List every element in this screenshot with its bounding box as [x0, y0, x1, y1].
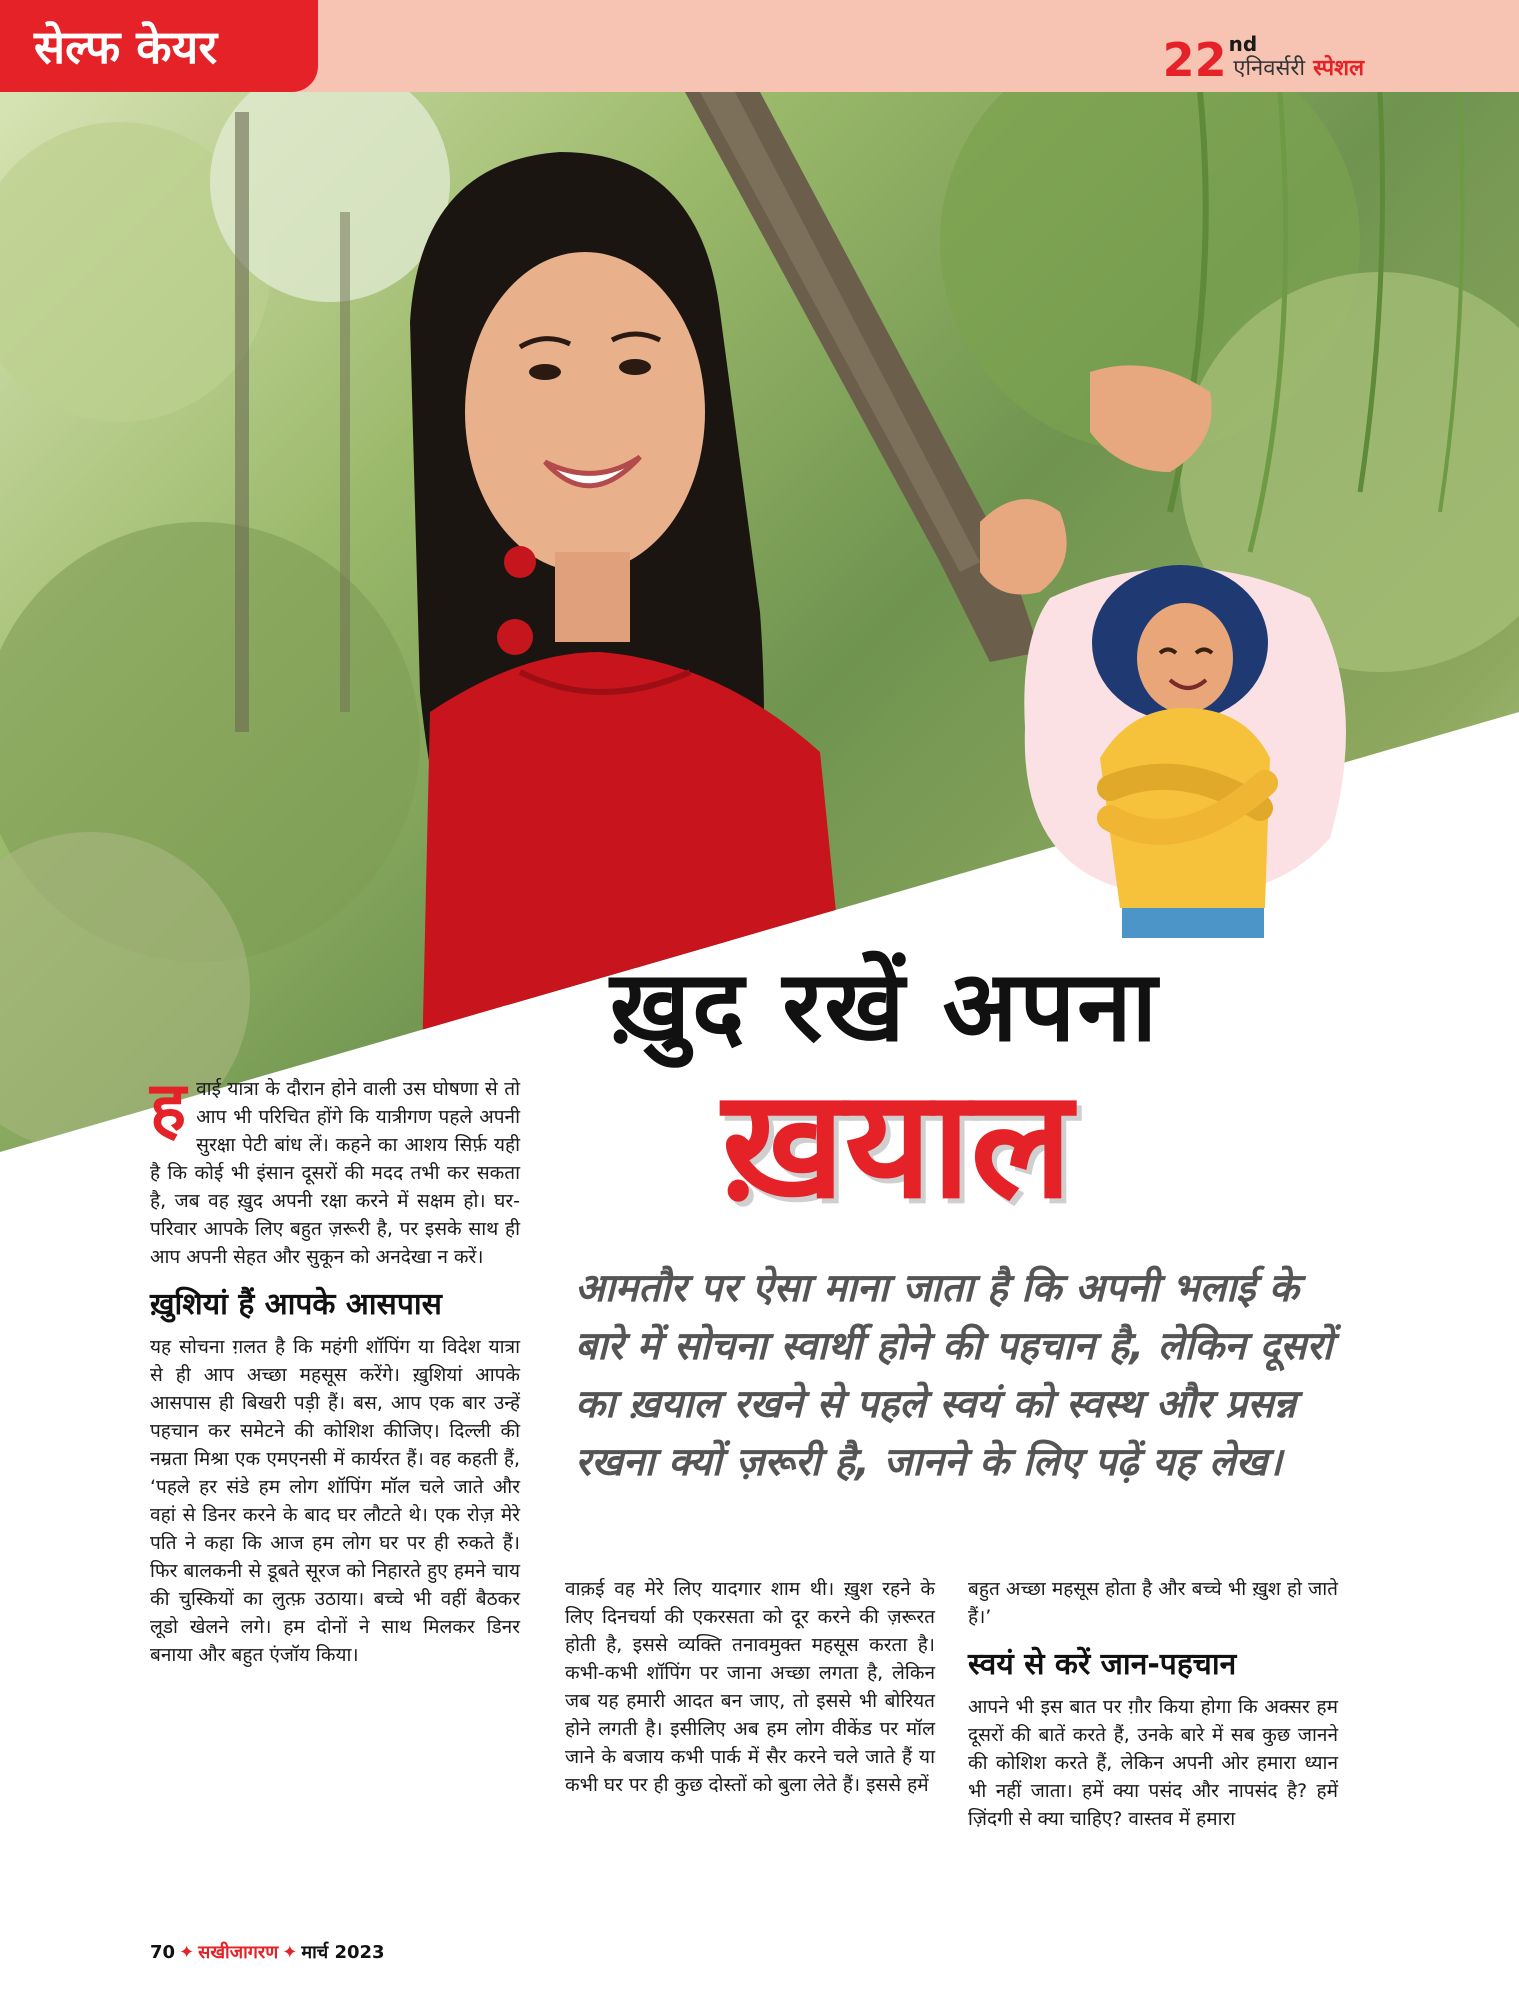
column-2 — [565, 1575, 935, 1799]
paragraph-4: बहुत अच्छा महसूस होता है और बच्चे भी ख़ुश हो जाते हैं।’ — [968, 1578, 1338, 1628]
section-label: सेल्फ केयर — [0, 0, 318, 92]
article-title-line2: ख़याल — [722, 1058, 1073, 1232]
column-1 — [150, 1068, 520, 1669]
paragraph-1: वाई यात्रा के दौरान होने वाली उस घोषणा से तो आप भी परिचित होंगे कि यात्रीगण पहले अपनी सुरक्षा पेटी बांध लें। कहने का आशय सिर्फ़ यही है कि कोई भी इंसान दूसरों की मदद तभी कर सकता है, जब वह ख़ुद अपनी रक्षा करने में सक्षम हो। घर-परिवार आपके लिए बहुत ज़रूरी है, पर इसके साथ ही आप अपनी सेहत और सुकून को अनदेखा न करें। — [150, 1078, 520, 1268]
page-number: 70 — [150, 1942, 176, 1963]
column-3 — [968, 1575, 1338, 1833]
anniversary-number: 22 — [1162, 33, 1227, 87]
anniversary-special: स्पेशल — [1313, 56, 1364, 81]
self-hug-art — [1010, 558, 1360, 938]
drop-cap: ह — [150, 1068, 187, 1147]
separator-icon: ✦ — [282, 1942, 298, 1963]
paragraph-2: यह सोचना ग़लत है कि महंगी शॉपिंग या विदेश यात्रा से ही आप अच्छा महसूस करेंगे। ख़ुशियां आपके आसपास ही बिखरी पड़ी हैं। बस, आप एक बार उन्हें पहचान कर समेटने की कोशिश कीजिए। दिल्ली की नम्रता मिश्रा एक एमएनसी में कार्यरत हैं। वह कहती हैं, ‘पहले हर संडे हम लोग शॉपिंग मॉल चले जाते और वहां से डिनर करने के बाद घर लौटते थे। एक रोज़ मेरे पति ने कहा कि आज हम लोग घर पर ही रुकते हैं। फिर बालकनी से डूबते सूरज को निहारते हुए हमने चाय की चुस्कियों का लुत्फ़ उठाया। बच्चे भी वहीं बैठकर लूडो खेलने लगे। हम दोनों ने साथ मिलकर डिनर बनाया और बहुत एंजॉय किया। — [150, 1336, 520, 1666]
paragraph-5: आपने भी इस बात पर ग़ौर किया होगा कि अक्सर हम दूसरों की बातें करते हैं, उनके बारे में सब कुछ जानने की कोशिश करते हैं, लेकिन अपनी ओर हमारा ध्यान भी नहीं जाता। हमें क्या पसंद और नापसंद है? हमें ज़िंदगी से क्या चाहिए? वास्तव में हमारा — [968, 1696, 1338, 1830]
anniversary-word: एनिवर्सरी — [1233, 56, 1306, 81]
article-title-line1: ख़ुद रखें अपना — [610, 950, 1159, 1064]
separator-icon: ✦ — [179, 1942, 195, 1963]
anniversary-badge — [1162, 32, 1364, 87]
issue-date: मार्च 2023 — [301, 1942, 385, 1963]
subheading-self-knowledge: स्वयं से करें जान-पहचान — [968, 1647, 1237, 1682]
article-intro: आमतौर पर ऐसा माना जाता है कि अपनी भलाई के बारे में सोचना स्वार्थी होने की पहचान है, लेकिन दूसरों का ख़याल रखने से पहले स्वयं को स्वस्थ और प्रसन्न रखना क्यों ज़रूरी है, जानने के लिए पढ़ें यह लेख। — [575, 1266, 1333, 1485]
subheading-happiness: ख़ुशियां हैं आपके आसपास — [150, 1287, 442, 1322]
magazine-name: सखीजागरण — [198, 1942, 279, 1963]
page-footer — [150, 1940, 385, 1964]
anniversary-suffix: nd — [1228, 32, 1258, 56]
paragraph-3: वाक़ई वह मेरे लिए यादगार शाम थी। ख़ुश रहने के लिए दिनचर्या की एकरसता को दूर करने की ज़रूरत होती है, इससे व्यक्ति तनावमुक्त महसूस करता है। कभी-कभी शॉपिंग पर जाना अच्छा लगता है, लेकिन जब यह हमारी आदत बन जाए, तो इससे भी बोरियत होने लगती है। इसीलिए अब हम लोग वीकेंड पर मॉल जाने के बजाय कभी पार्क में सैर करने चले जाते हैं या कभी घर पर ही कुछ दोस्तों को बुला लेते हैं। इससे हमें — [565, 1578, 935, 1796]
self-hug-illustration — [1010, 558, 1360, 938]
